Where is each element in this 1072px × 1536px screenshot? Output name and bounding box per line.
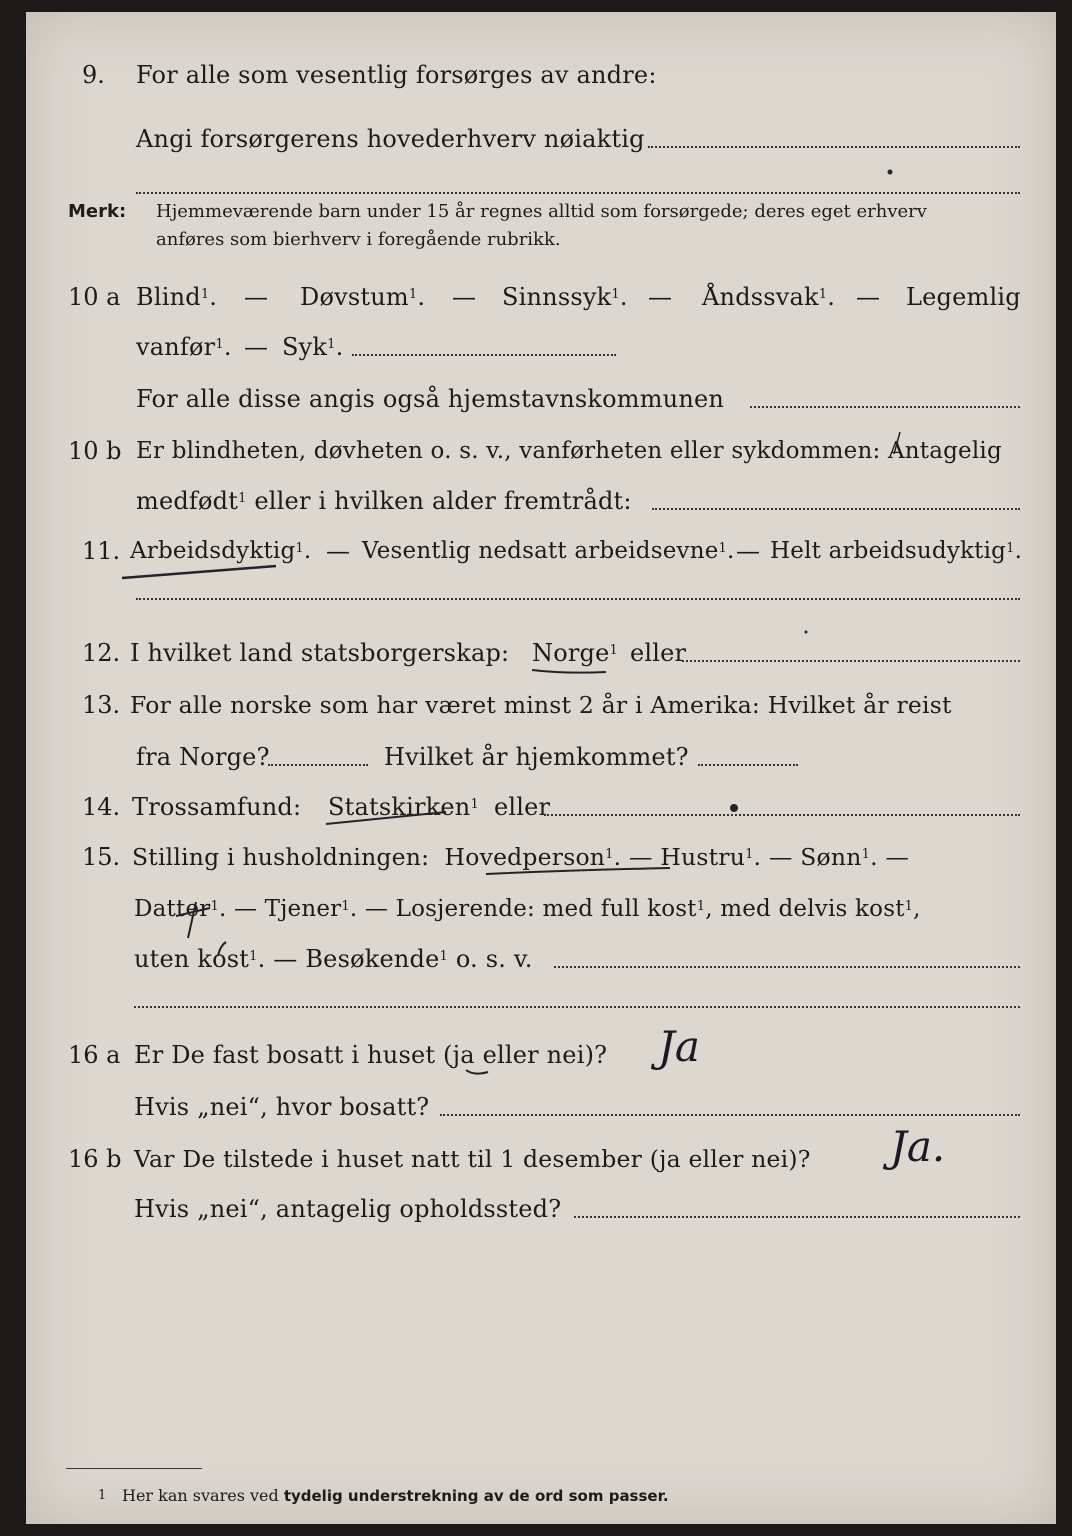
q10a-sep-1: —: [244, 283, 269, 311]
q15-line3: uten kost$^1$. — Besøkende$^1$ o. s. v.: [134, 945, 533, 973]
q11-sep-2: —: [736, 537, 761, 565]
item-number-13: 13.: [82, 691, 121, 719]
q10a-dovstum: Døvstum$^1$.: [300, 283, 426, 311]
item-number-16b: 16 b: [68, 1145, 122, 1173]
q10a-syk: Syk$^1$.: [282, 333, 344, 361]
q16b-handwritten-answer: Ja.: [890, 1122, 946, 1171]
q16a-line2: Hvis „nei“, hvor bosatt?: [134, 1093, 430, 1121]
hovedperson-underline-mark: [486, 868, 670, 874]
q10a-andssvak: Åndssvak$^1$.: [702, 283, 836, 311]
item-number-10a: 10 a: [68, 283, 121, 311]
q11-arbeidsdyktig: Arbeidsdyktig$^1$.: [130, 538, 312, 564]
uten-tick-mark: [218, 942, 226, 956]
item-number-11: 11.: [82, 537, 121, 565]
q9-line1: For alle som vesentlig forsørges av andre:: [136, 61, 657, 89]
q10b-line1: Er blindheten, døvheten o. s. v., vanførheten eller sykdommen: Antagelig: [136, 438, 1002, 464]
q10a-line3: For alle disse angis også hjemstavnskommunen: [136, 385, 725, 413]
footnote-marker: 1: [98, 1488, 107, 1503]
q14-text: Trossamfund:: [132, 793, 302, 821]
item-number-14: 14.: [82, 793, 121, 821]
q13-line2b: Hvilket år hjemkommet?: [384, 743, 689, 771]
q10a-sep-3: —: [648, 283, 673, 311]
item-number-12: 12.: [82, 639, 121, 667]
q10a-blind: Blind$^1$.: [136, 283, 218, 311]
q16a-line1: Er De fast bosatt i huset (ja eller nei)?: [134, 1041, 608, 1069]
merk-line1: Hjemmeværende barn under 15 år regnes alltid som forsørgede; deres eget erhverv: [156, 201, 927, 222]
statskirken-underline-mark: [326, 812, 446, 824]
q10b-line2: medfødt$^1$ eller i hvilken alder fremtrådt:: [136, 487, 632, 515]
datter-cross-mark: [176, 902, 210, 938]
q10a-sinnssyk: Sinnssyk$^1$.: [502, 283, 628, 311]
antagelig-stroke-mark: [894, 432, 900, 454]
census-form-page: [26, 12, 1056, 1524]
q15-line2: Datter$^1$. — Tjener$^1$. — Losjerende: med full kost$^1$, med delvis kost$^1$,: [134, 896, 921, 922]
ink-dot-1: [888, 170, 893, 175]
q10a-legemlig: Legemlig: [906, 283, 1021, 311]
item-number-16a: 16 a: [68, 1041, 121, 1069]
q10a-sep-2: —: [452, 283, 477, 311]
q10a-vanfor: vanfør$^1$.: [136, 333, 232, 361]
item-number-9: 9.: [82, 61, 105, 89]
q14-statskirken: Statskirken$^1$: [328, 793, 479, 821]
q12-norge: Norge$^1$: [532, 639, 618, 667]
q12-text: I hvilket land statsborgerskap:: [130, 639, 510, 667]
q10a-sep-5: —: [244, 333, 269, 361]
merk-label: Merk:: [68, 201, 127, 222]
q15-line1: Stilling i husholdningen: Hovedperson$^1$. — Hustru$^1$. — Sønn$^1$. —: [132, 843, 910, 871]
q11-udyktig: Helt arbeidsudyktig$^1$.: [770, 538, 1023, 564]
q16a-handwritten-answer: Ja: [658, 1022, 700, 1071]
ink-dot-3: [805, 631, 808, 634]
item-number-10b: 10 b: [68, 437, 122, 465]
q16b-line1: Var De tilstede i huset natt til 1 desember (ja eller nei)?: [134, 1145, 811, 1173]
q16b-line2: Hvis „nei“, antagelig opholdssted?: [134, 1195, 562, 1223]
ink-dot-2: [730, 804, 738, 812]
q13-line2a: fra Norge?: [136, 743, 270, 771]
q11-sep-1: —: [326, 537, 351, 565]
q10a-sep-4: —: [856, 283, 881, 311]
footnote-text: Her kan svares ved tydelig understrekning av de ord som passer.: [122, 1486, 669, 1505]
norge-underline-mark: [532, 670, 606, 673]
q11-nedsatt: Vesentlig nedsatt arbeidsevne$^1$.: [362, 538, 735, 564]
pen-marks: [26, 12, 1056, 1524]
q13-line1: For alle norske som har været minst 2 år i Amerika: Hvilket år reist: [130, 691, 952, 719]
arbeidsdyktig-underline-mark: [122, 566, 276, 578]
q14-eller: eller: [494, 793, 551, 821]
ja-underline-mark: [466, 1070, 488, 1074]
q12-eller: eller: [630, 639, 687, 667]
q9-line2: Angi forsørgerens hovederhverv nøiaktig: [136, 125, 645, 153]
item-number-15: 15.: [82, 843, 121, 871]
merk-line2: anføres som bierhverv i foregående rubrikk.: [156, 229, 561, 250]
